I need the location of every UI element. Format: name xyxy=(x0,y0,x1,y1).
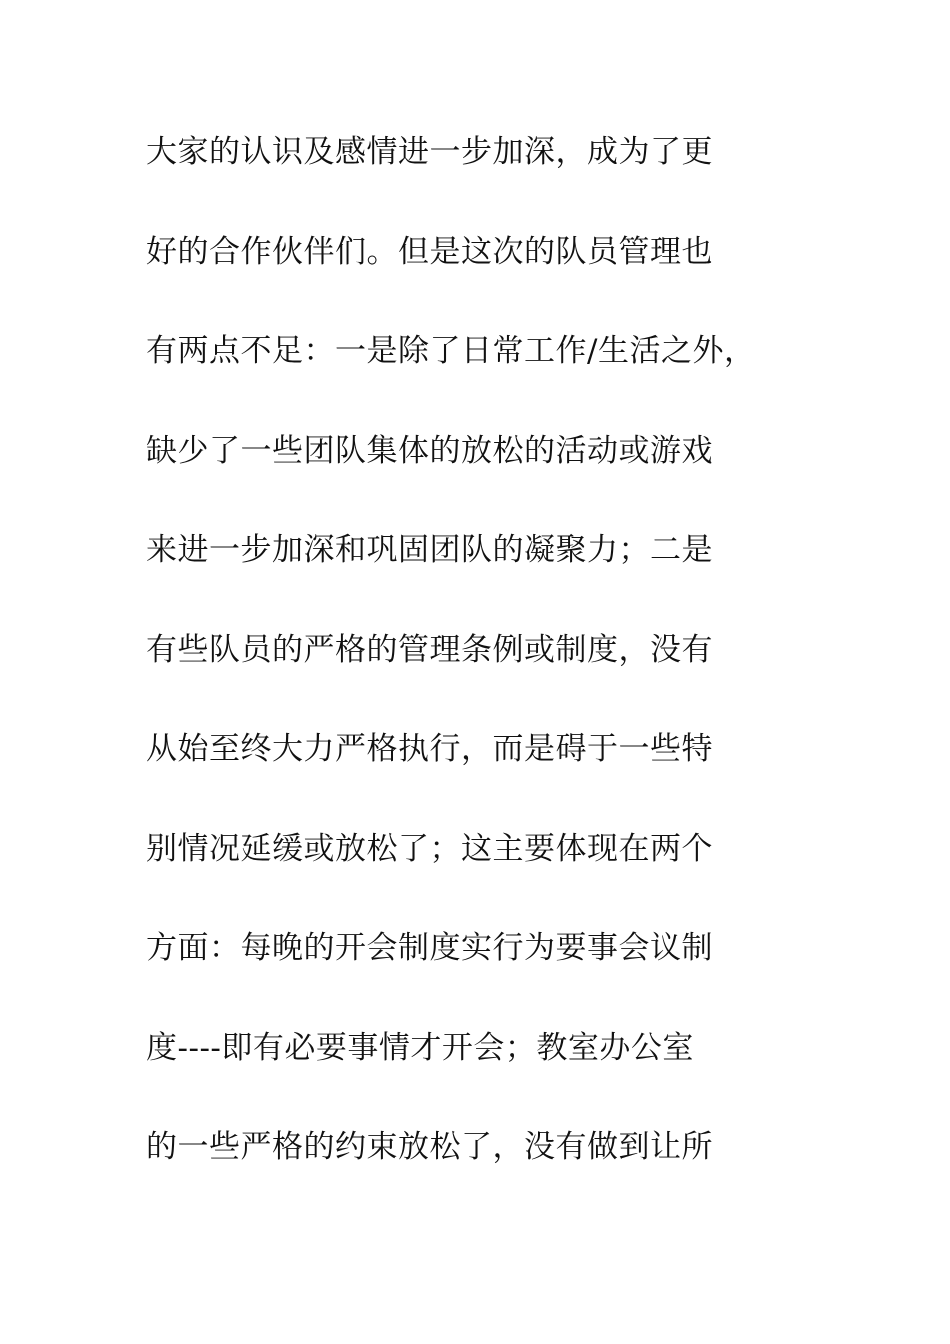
text-line: 来进一步加深和巩固团队的凝聚力；二是 xyxy=(146,532,713,568)
text-line: 方面：每晚的开会制度实行为要事会议制 xyxy=(146,930,713,966)
text-line: 大家的认识及感情进一步加深，成为了更 xyxy=(146,134,713,170)
text-line: 有些队员的严格的管理条例或制度，没有 xyxy=(146,631,713,668)
text-line: 有两点不足：一是除了日常工作/生活之外， xyxy=(146,333,756,369)
text-line: 好的合作伙伴们。但是这次的队员管理也 xyxy=(146,233,713,270)
text-line: 从始至终大力严格执行，而是碍于一些特 xyxy=(146,731,713,767)
text-line: 度----即有必要事情才开会；教室办公室 xyxy=(146,1029,694,1066)
text-line: 别情况延缓或放松了；这主要体现在两个 xyxy=(146,830,713,867)
text-line: 缺少了一些团队集体的放松的活动或游戏 xyxy=(146,432,713,469)
body-text xyxy=(146,126,846,1221)
text-line: 的一些严格的约束放松了，没有做到让所 xyxy=(146,1129,713,1165)
